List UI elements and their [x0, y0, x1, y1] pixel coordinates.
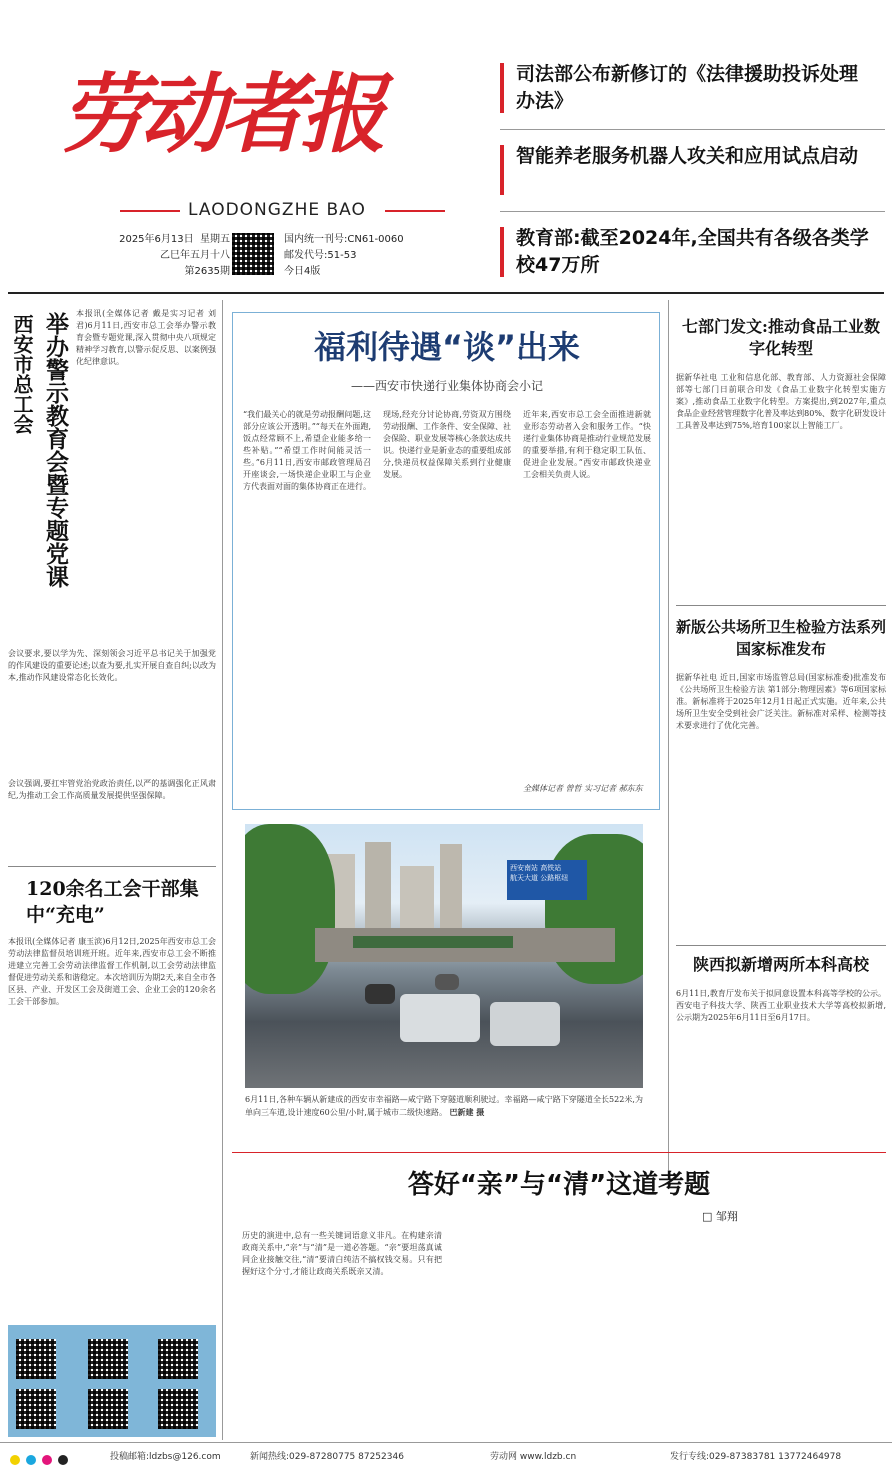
car-3: [365, 984, 395, 1004]
top-headline-1[interactable]: 司法部公布新修订的《法律援助投诉处理办法》: [516, 63, 859, 112]
road-sign-line-1: 西安南站 高铁站: [510, 864, 562, 872]
top-headline-2[interactable]: 智能养老服务机器人攻关和应用试点启动: [516, 145, 859, 167]
masthead-pinyin: LAODONGZHE BAO: [188, 200, 366, 220]
car-1: [400, 994, 480, 1042]
footer-site[interactable]: 劳动网 www.ldzb.cn: [490, 1452, 577, 1462]
commentary: [232, 1160, 886, 1438]
left-story-subhead: 西安市总工会: [10, 314, 34, 434]
top-headlines: [500, 55, 885, 295]
qr-code-2: [88, 1339, 128, 1379]
masthead-underline-right: [385, 210, 445, 212]
commentary-col-1: 历史的演进中,总有一些关键词语意义非凡。在构建亲清政商关系中,“亲”与“清”是一道必答题。“亲”要坦荡真诚同企业接触交往,“清”要清白纯洁不搞权钱交易。只有把握好这个分寸,才能让政商关系既亲又清。: [242, 1231, 442, 1276]
right-story-3-body: 6月11日,教育厅发布关于拟同意设置本科高等学校的公示。西安电子科技大学、陕西工业职业技术大学等高校拟新增,公示期为2025年6月11日至6月17日。: [676, 989, 886, 1022]
photo-caption-text: 6月11日,各种车辆从新建成的西安市幸福路—咸宁路下穿隧道顺利驶过。幸福路—咸宁路下穿隧道全长522米,为单向三车道,设计速度60公里/小时,属于城市二级快速路。: [245, 1095, 643, 1117]
left-story-headline[interactable]: 举办警示教育会暨专题党课: [42, 312, 68, 588]
masthead-qr-code: [232, 233, 274, 275]
commentary-author-name: 邹翔: [715, 1210, 738, 1223]
issue-number: 第2635期: [184, 266, 230, 277]
right-story-3-headline[interactable]: 陕西拟新增两所本科高校: [692, 955, 869, 974]
left-story-2-body: 本报讯(全媒体记者 康玉滨)6月12日,2025年西安市总工会劳动法律监督员培训班开班。近年来,西安市总工会不断推进建立完善工会劳动法律监督工作机制,以工会劳动法律监督促进劳动关系和谐稳定。本次培训历为期2天,来自全市各区县、产业、开发区工会及街道工会、企业工会的120余名工会干部参加。: [8, 937, 216, 1006]
footer-news-hotline: 新闻热线:029-87280775 87252346: [250, 1452, 404, 1462]
cn-number: 国内统一刊号:CN61-0060: [284, 234, 404, 245]
feature-headline[interactable]: 福利待遇“谈”出来: [313, 328, 581, 366]
feature-byline: 全媒体记者 曾哲 实习记者 郝东东: [523, 784, 643, 793]
commentary-col-2: [454, 1230, 654, 1430]
qr-strip: [8, 1325, 216, 1437]
feature-subtitle: ——西安市快递行业集体协商会小记: [350, 379, 543, 393]
right-story-3: [676, 952, 886, 1162]
weekday: 星期五: [200, 234, 230, 245]
left-story: [8, 308, 216, 868]
qr-code-6: [158, 1389, 198, 1429]
footer-distribution: 发行专线:029-87383781 13772464978: [670, 1452, 842, 1462]
left-story-body-1: 本报讯(全媒体记者 戴是实习记者 刘君)6月11日,西安市总工会举办警示教育会暨专题党课,深入贯彻中央八项规定精神学习教育,以警示促反思、以案例强化纪律意识。: [76, 309, 216, 366]
commentary-headline[interactable]: 答好“亲”与“清”这道考题: [407, 1170, 711, 1200]
qr-code-1: [16, 1339, 56, 1379]
left-story-body-3: 会议强调,要扛牢管党治党政治责任,以严的基调强化正风肃纪,为推动工会工作高质量发展提供坚强保障。: [8, 779, 216, 800]
tunnel-sign: [353, 936, 513, 948]
right-story-2-body: 据新华社电 近日,国家市场监管总局(国家标准委)批准发布《公共场所卫生检验方法 第1部分:物理因素》等6项国家标准。新标准将于2025年12月1日起正式实施。近年来,公共场所卫生安全受到社会广泛关注。新标准对采样、检测等技术要求进行了优化完善。: [676, 673, 886, 730]
commentary-col-3: [666, 1230, 876, 1430]
lunar-date: 乙巳年五月十八: [160, 250, 230, 261]
footer-email[interactable]: 投稿邮箱:ldzbs@126.com: [110, 1452, 221, 1462]
page-count: 今日4版: [284, 266, 321, 277]
masthead-underline: [120, 210, 180, 212]
left-story-body-2: 会议要求,要以学为先、深刻领会习近平总书记关于加强党的作风建设的重要论述;以查为要,扎实开展自查自纠;以改为本,推动作风建设常态化长效化。: [8, 649, 216, 682]
road-sign: [507, 860, 587, 900]
masthead-logo: 劳动者报: [60, 64, 380, 165]
right-story-1: [676, 312, 886, 602]
left-story-2: [8, 874, 216, 1314]
photo-caption: [245, 1094, 643, 1146]
qr-code-5: [88, 1389, 128, 1429]
qr-code-4: [16, 1389, 56, 1429]
color-registration-bar: [10, 1450, 90, 1462]
masthead-publication-info: [284, 232, 444, 280]
post-code: 邮发代号:51-53: [284, 250, 357, 261]
photo-credit: 巴新建 摄: [449, 1107, 485, 1117]
masthead-divider: [8, 292, 884, 294]
right-story-1-headline[interactable]: 七部门发文:推动食品工业数字化转型: [682, 317, 880, 358]
right-story-2: [676, 612, 886, 942]
feature-story: [232, 312, 660, 810]
feature-col-3: 近年来,西安市总工会全面推进新就业形态劳动者入会和服务工作。“快递行业集体协商是推动行业规范发展的重要举措,有利于稳定职工队伍、促进企业发展。”西安市邮政快递业工会相关负责人说。: [523, 410, 651, 479]
issue-date: 2025年6月13日: [119, 234, 194, 245]
car-4: [435, 974, 459, 990]
feature-col-1: “我们最关心的就是劳动报酬问题,这部分应该公开透明。”“每天在外面跑,饭点经常顾不上,希望企业能多给一些补贴。”“希望工作时间能灵活一些。”6月11日,西安市邮政管理局召开座谈会,一场快递企业职工与企业方代表面对面的集体协商正在进行。: [243, 410, 371, 491]
car-2: [490, 1002, 560, 1046]
road-sign-line-2: 航天大道 公路枢纽: [510, 874, 569, 882]
left-story-2-headline[interactable]: 120余名工会干部集中“充电”: [26, 878, 199, 926]
news-photo: [245, 824, 643, 1088]
right-story-2-headline[interactable]: 新版公共场所卫生检验方法系列国家标准发布: [676, 618, 887, 658]
commentary-author: □ 邹翔: [702, 1210, 738, 1223]
qr-code-3: [158, 1339, 198, 1379]
footer: [110, 1449, 890, 1465]
feature-col-2: 现场,经充分讨论协商,劳资双方围绕劳动报酬、工作条件、安全保障、社会保险、职业发展等核心条款达成共识。快递行业是新业态的重要组成部分,快递员权益保障关系到行业健康发展。: [383, 410, 511, 479]
right-story-1-body: 据新华社电 工业和信息化部、教育部、人力资源社会保障部等七部门日前联合印发《食品工业数字化转型实施方案》,推动食品工业数字化转型。方案提出,到2027年,重点食品企业经营管理数字化普及率达到80%、数字化研发设计工具普及率达到75%,培育100家以上智能工厂。: [676, 373, 886, 430]
top-headline-3[interactable]: 教育部:截至2024年,全国共有各级各类学校47万所: [516, 227, 869, 276]
masthead-date-block: [100, 232, 230, 280]
